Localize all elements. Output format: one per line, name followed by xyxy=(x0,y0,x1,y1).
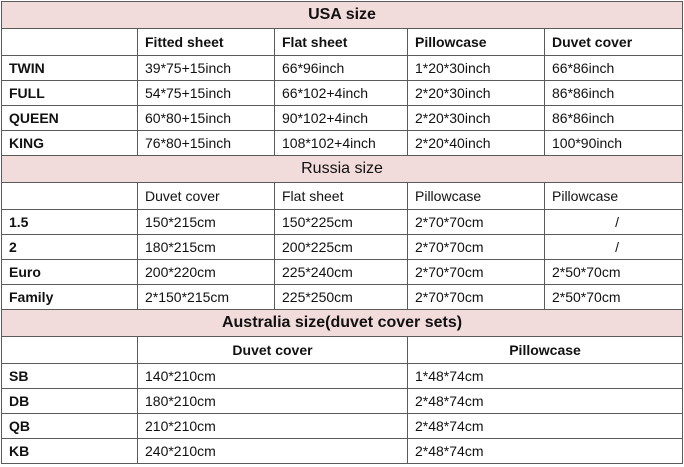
usa-row-king xyxy=(2,131,683,156)
australia-header-row xyxy=(2,337,683,364)
table-cell: 2*70*70cm xyxy=(408,260,545,285)
table-cell: 2*48*74cm xyxy=(408,439,683,464)
table-cell: 86*86inch xyxy=(545,106,683,131)
table-cell: 2*20*30inch xyxy=(408,106,545,131)
usa-row-queen xyxy=(2,106,683,131)
table-cell: 2*48*74cm xyxy=(408,389,683,414)
row-label: Euro xyxy=(2,260,138,285)
australia-row-sb xyxy=(2,364,683,389)
row-label: FULL xyxy=(2,81,138,106)
row-label: TWIN xyxy=(2,56,138,81)
usa-title: USA size xyxy=(2,2,683,29)
table-cell: 2*70*70cm xyxy=(408,285,545,310)
table-cell: 1*48*74cm xyxy=(408,364,683,389)
russia-header-flat-sheet: Flat sheet xyxy=(275,183,408,210)
table-cell: 2*50*70cm xyxy=(545,285,683,310)
table-cell: 2*70*70cm xyxy=(408,235,545,260)
usa-header-row xyxy=(2,29,683,56)
russia-header-pillowcase: Pillowcase xyxy=(408,183,545,210)
table-cell: 2*20*30inch xyxy=(408,81,545,106)
australia-row-qb xyxy=(2,414,683,439)
russia-header-pillowcase-2: Pillowcase xyxy=(545,183,683,210)
russia-row-family xyxy=(2,285,683,310)
australia-header-pillowcase: Pillowcase xyxy=(408,337,683,364)
russia-row-2 xyxy=(2,235,683,260)
table-cell: 180*210cm xyxy=(138,389,408,414)
table-cell: 225*240cm xyxy=(275,260,408,285)
australia-header-duvet-cover: Duvet cover xyxy=(138,337,408,364)
russia-header-corner xyxy=(2,183,138,210)
table-cell: 200*220cm xyxy=(138,260,275,285)
table-cell: 2*50*70cm xyxy=(545,260,683,285)
table-cell: 66*96inch xyxy=(275,56,408,81)
usa-header-duvet-cover: Duvet cover xyxy=(545,29,683,56)
row-label: Family xyxy=(2,285,138,310)
table-cell: 150*215cm xyxy=(138,210,275,235)
row-label: KING xyxy=(2,131,138,156)
usa-header-flat-sheet: Flat sheet xyxy=(275,29,408,56)
row-label: QB xyxy=(2,414,138,439)
usa-title-row xyxy=(2,2,683,29)
table-cell: / xyxy=(545,235,683,260)
table-cell: 2*150*215cm xyxy=(138,285,275,310)
russia-header-row xyxy=(2,183,683,210)
australia-header-corner xyxy=(2,337,138,364)
row-label: QUEEN xyxy=(2,106,138,131)
australia-row-kb xyxy=(2,439,683,464)
row-label: DB xyxy=(2,389,138,414)
usa-header-corner xyxy=(2,29,138,56)
russia-title-row xyxy=(2,156,683,183)
row-label: 1.5 xyxy=(2,210,138,235)
row-label: 2 xyxy=(2,235,138,260)
table-cell: / xyxy=(545,210,683,235)
table-cell: 100*90inch xyxy=(545,131,683,156)
table-cell: 66*86inch xyxy=(545,56,683,81)
usa-header-fitted-sheet: Fitted sheet xyxy=(138,29,275,56)
table-cell: 76*80+15inch xyxy=(138,131,275,156)
row-label: SB xyxy=(2,364,138,389)
russia-header-duvet-cover: Duvet cover xyxy=(138,183,275,210)
table-cell: 2*70*70cm xyxy=(408,210,545,235)
table-cell: 39*75+15inch xyxy=(138,56,275,81)
table-cell: 60*80+15inch xyxy=(138,106,275,131)
row-label: KB xyxy=(2,439,138,464)
table-cell: 54*75+15inch xyxy=(138,81,275,106)
usa-row-twin xyxy=(2,56,683,81)
table-cell: 200*225cm xyxy=(275,235,408,260)
usa-row-full xyxy=(2,81,683,106)
table-cell: 66*102+4inch xyxy=(275,81,408,106)
table-cell: 86*86inch xyxy=(545,81,683,106)
table-cell: 140*210cm xyxy=(138,364,408,389)
table-cell: 1*20*30inch xyxy=(408,56,545,81)
table-cell: 2*20*40inch xyxy=(408,131,545,156)
table-cell: 150*225cm xyxy=(275,210,408,235)
table-cell: 180*215cm xyxy=(138,235,275,260)
usa-header-pillowcase: Pillowcase xyxy=(408,29,545,56)
russia-row-1-5 xyxy=(2,210,683,235)
australia-row-db xyxy=(2,389,683,414)
table-cell: 2*48*74cm xyxy=(408,414,683,439)
size-chart-table xyxy=(1,1,683,464)
australia-title-row xyxy=(2,310,683,337)
table-cell: 240*210cm xyxy=(138,439,408,464)
table-cell: 90*102+4inch xyxy=(275,106,408,131)
table-cell: 210*210cm xyxy=(138,414,408,439)
russia-row-euro xyxy=(2,260,683,285)
table-cell: 108*102+4inch xyxy=(275,131,408,156)
russia-title: Russia size xyxy=(2,156,683,183)
australia-title: Australia size(duvet cover sets) xyxy=(2,310,683,337)
table-cell: 225*250cm xyxy=(275,285,408,310)
